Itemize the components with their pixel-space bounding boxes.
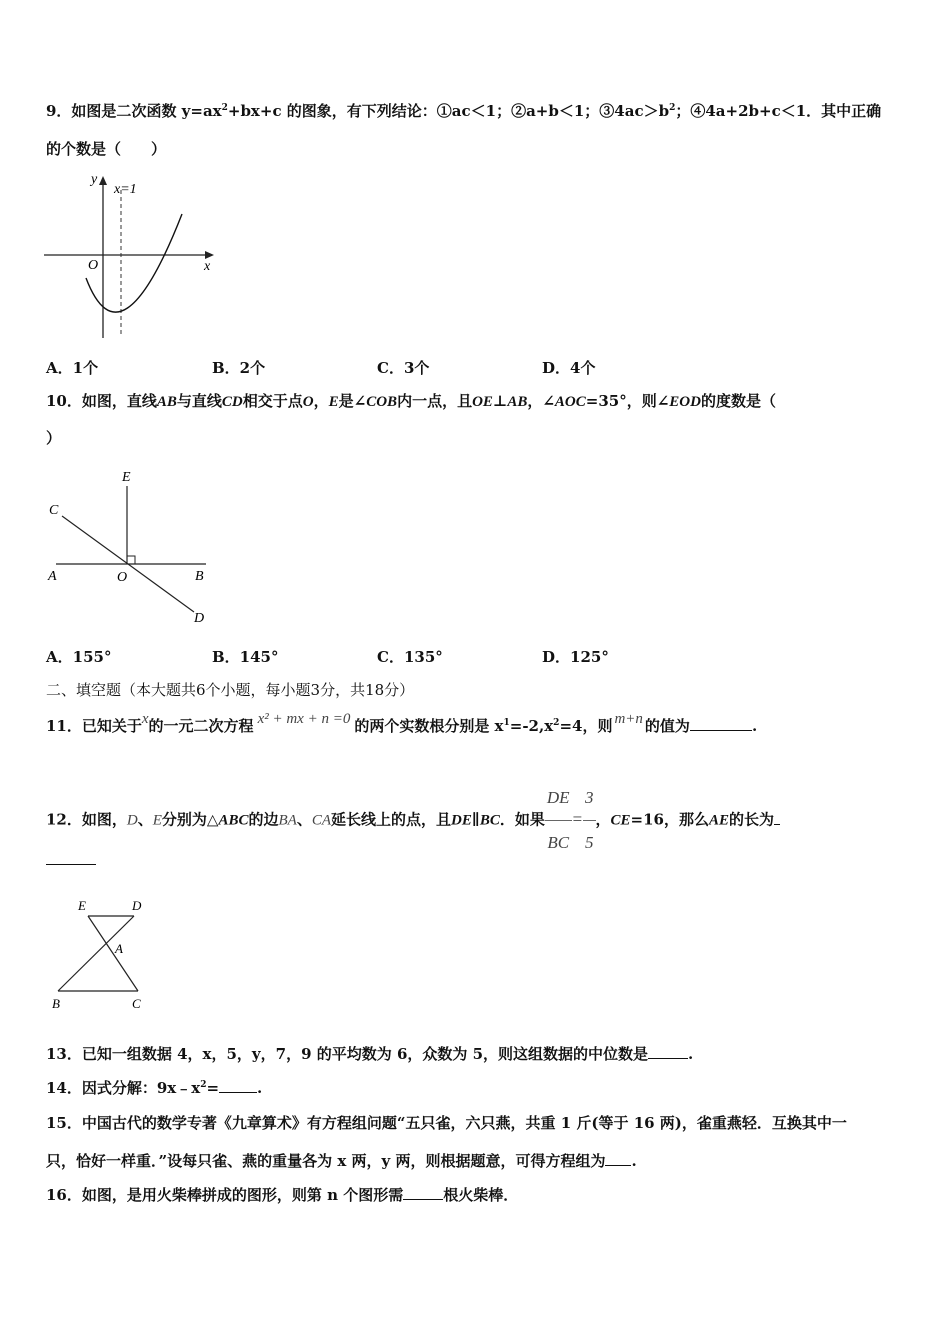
label-a: A xyxy=(115,941,123,956)
q10-option-c[interactable]: C．135° xyxy=(377,648,443,666)
q13-answer-blank[interactable] xyxy=(648,1044,688,1059)
label-b: B xyxy=(52,996,60,1011)
label-a: A xyxy=(48,569,57,584)
q9-parabola-figure xyxy=(44,170,219,340)
q15-line1: 15．中国古代的数学专著《九章算术》有方程组问题“五只雀，六只燕，共重 1 斤(等于 16 两)，雀重燕轻．互换其中一 xyxy=(46,1114,847,1132)
fraction-3-5: $\frac{3}{5}$ xyxy=(583,776,596,865)
q9-option-a[interactable]: A．1个 xyxy=(46,359,99,377)
q11-line: 11．已知关于x的一元二次方程 x² + mx + n =0 的两个实数根分别是 $x^1=-2,x^2=4$，则 m+n 的值为 . xyxy=(46,711,758,735)
q14-line: 14．因式分解：$9x﹣x^2=$ . xyxy=(46,1079,263,1097)
q9-option-b[interactable]: B．2个 xyxy=(212,359,266,377)
q10-option-b[interactable]: B．145° xyxy=(212,648,279,666)
label-b: B xyxy=(195,569,204,584)
q14-answer-blank[interactable] xyxy=(219,1078,257,1093)
q16-answer-blank[interactable] xyxy=(403,1185,443,1200)
q12-triangles-figure xyxy=(46,896,156,1014)
x-axis-label: x xyxy=(204,259,211,274)
q10-lines-figure xyxy=(44,466,214,626)
label-e: E xyxy=(122,470,131,485)
q15-line2: 只，恰好一样重．”设每只雀、燕的重量各为 x 两，y 两，则根据题意，可得方程组为 . xyxy=(46,1152,637,1170)
label-d: D xyxy=(194,611,205,626)
symmetry-axis-label: x=1 xyxy=(114,182,137,197)
q11-answer-blank[interactable] xyxy=(690,716,752,731)
q13-line: 13．已知一组数据 4，x，5，y，7，9 的平均数为 6，众数为 5，则这组数据的中位数是 . xyxy=(46,1045,694,1063)
q16-line: 16．如图，是用火柴棒拼成的图形，则第 n 个图形需 根火柴棒． xyxy=(46,1186,519,1204)
q10-line1: 10．如图，直线AB与直线CD相交于点O，E是∠COB内一点，且OE⊥AB，∠AOC=35°，则∠EOD的度数是（ xyxy=(46,392,776,410)
label-o: O xyxy=(117,570,128,585)
q12-line: 12．如图，D、E分别为△ABC的边BA、CA延长线上的点，且DE∥BC．如果 $\frac{DE}{BC}$ = $\frac{3}{5}$ ，CE=16，那么AE的长为 xyxy=(46,776,780,865)
label-c: C xyxy=(132,996,141,1011)
q15-answer-blank[interactable] xyxy=(605,1151,631,1166)
q9-line2: 的个数是（ ） xyxy=(46,140,167,158)
fraction-de-bc: $\frac{DE}{BC}$ xyxy=(545,776,572,865)
section-2-heading: 二、填空题（本大题共6个小题，每小题3分，共18分） xyxy=(46,681,415,699)
q9-option-c[interactable]: C．3个 xyxy=(377,359,430,377)
q10-option-a[interactable]: A．155° xyxy=(46,648,112,666)
label-e: E xyxy=(78,898,86,913)
q9-line1: 9．如图是二次函数 $y=ax^2+bx+c$ 的图象，有下列结论：①ac＜1；②a+b＜1；$③4ac>b^2$；④4a+2b+c＜1．其中正确 xyxy=(46,102,882,120)
q10-line2: ） xyxy=(46,429,62,447)
right-angle-icon xyxy=(127,556,135,564)
q12-answer-blank[interactable] xyxy=(46,864,96,865)
y-axis-label: y xyxy=(91,172,98,187)
label-d: D xyxy=(132,898,142,913)
q9-option-d[interactable]: D．4个 xyxy=(542,359,596,377)
origin-label: O xyxy=(88,258,99,273)
q10-option-d[interactable]: D．125° xyxy=(542,648,609,666)
label-c: C xyxy=(49,503,59,518)
